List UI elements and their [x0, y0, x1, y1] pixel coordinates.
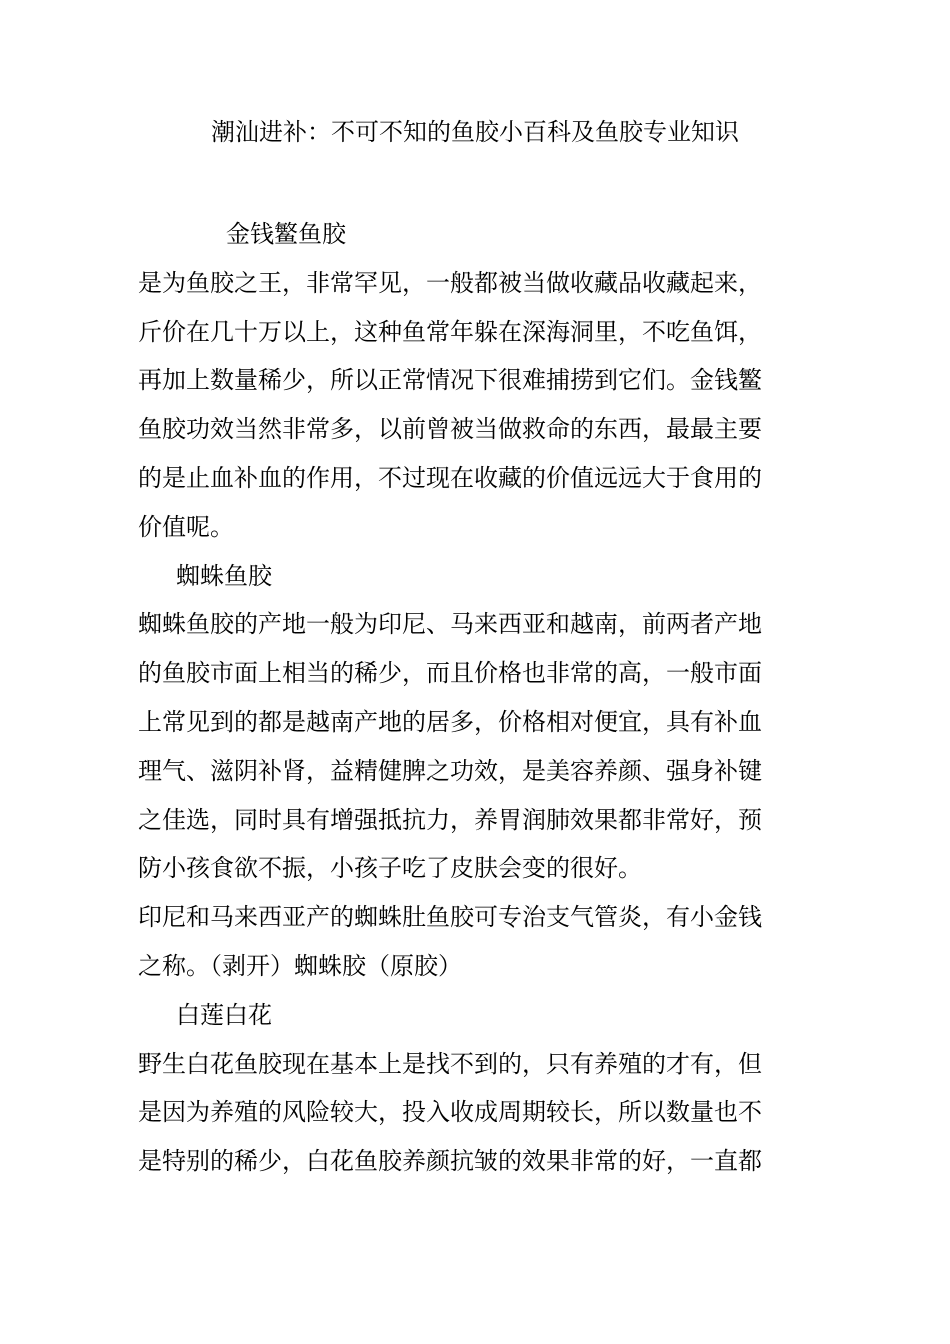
paragraph-line: 斤价在几十万以上，这种鱼常年躲在深海洞里，不吃鱼饵，: [138, 317, 762, 346]
paragraph-line: 的是止血补血的作用，不过现在收藏的价值远远大于食用的: [138, 463, 762, 492]
document-body: [138, 210, 810, 1186]
paragraph-line: 之称。（剥开）蜘蛛胶（原胶）: [138, 951, 462, 980]
paragraph-line: 价值呢。: [138, 512, 234, 541]
paragraph-line: 是特别的稀少，白花鱼胶养颜抗皱的效果非常的好，一直都: [138, 1147, 762, 1176]
paragraph-line: 的鱼胶市面上相当的稀少，而且价格也非常的高，一般市面: [138, 659, 762, 688]
paragraph-line: 之佳选，同时具有增强抵抗力，养胃润肺效果都非常好，预: [138, 805, 762, 834]
paragraph-line: 是因为养殖的风险较大，投入收成周期较长，所以数量也不: [138, 1098, 762, 1127]
paragraph-line: 上常见到的都是越南产地的居多，价格相对便宜，具有补血: [138, 707, 762, 736]
section-heading-jinqian: 金钱鳘鱼胶: [226, 220, 346, 248]
paragraph-line: 鱼胶功效当然非常多，以前曾被当做救命的东西，最最主要: [138, 415, 762, 444]
paragraph-line: 野生白花鱼胶现在基本上是找不到的，只有养殖的才有，但: [138, 1049, 762, 1078]
paragraph-line: 是为鱼胶之王，非常罕见，一般都被当做收藏品收藏起来，: [138, 268, 762, 297]
paragraph-line: 理气、滋阴补肾，益精健脾之功效，是美容养颜、强身补键: [138, 756, 762, 785]
document-title: 潮汕进补：不可不知的鱼胶小百科及鱼胶专业知识: [211, 118, 739, 146]
paragraph-line: 再加上数量稀少，所以正常情况下很难捕捞到它们。金钱鳘: [138, 366, 762, 395]
section-heading-bailian: 白莲白花: [176, 1000, 272, 1029]
section-heading-zhizhu: 蜘蛛鱼胶: [176, 561, 272, 590]
paragraph-line: 防小孩食欲不振，小孩子吃了皮肤会变的很好。: [138, 854, 642, 883]
paragraph-line: 蜘蛛鱼胶的产地一般为印尼、马来西亚和越南，前两者产地: [138, 610, 762, 639]
paragraph-line: 印尼和马来西亚产的蜘蛛肚鱼胶可专治支气管炎，有小金钱: [138, 903, 762, 932]
